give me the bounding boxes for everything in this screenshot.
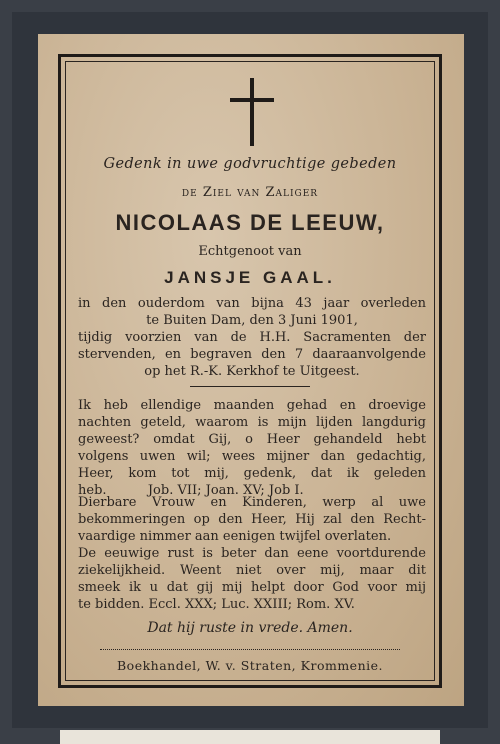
cross-icon xyxy=(230,78,274,146)
death-notice xyxy=(78,295,426,380)
quote-line: geweest? omdat Gij, o Heer gehandeld hebt xyxy=(78,432,426,447)
quote-line: volgens uwen wil; wees mijner dan gedachtig, xyxy=(78,449,426,464)
exhort-line: bekommeringen op den Heer, Hij zal den Recht- xyxy=(78,512,426,527)
family-exhortation xyxy=(78,494,426,545)
deceased-name: NICOLAAS DE LEEUW, xyxy=(115,210,385,235)
quote-line: Ik heb ellendige maanden gehad en droevige xyxy=(78,398,426,413)
death-line: tijdig voorzien van de H.H. Sacramenten der xyxy=(78,330,426,345)
printer-credit: Boekhandel, W. v. Straten, Krommenie. xyxy=(116,658,383,673)
soul-line: de Ziel van Zaliger xyxy=(181,185,319,200)
rest-line: te bidden. Eccl. XXX; Luc. XXIII; Rom. XV. xyxy=(78,597,355,612)
rest-line: smeek ik u dat gij mij helpt door God voor mij xyxy=(78,580,426,595)
closing-prayer: Dat hij ruste in vrede. Amen. xyxy=(147,620,353,636)
page-edge xyxy=(60,730,440,744)
dotted-divider xyxy=(100,649,400,650)
divider xyxy=(190,386,310,387)
death-line: in den ouderdom van bijna 43 jaar overleden xyxy=(78,296,426,311)
rest-line: ziekelijkheid. Weent niet over mij, maar dit xyxy=(78,563,426,578)
exhort-line: vaardige nimmer aan eenigen twijfel overlaten. xyxy=(78,529,392,544)
spouse-name: JANSJE GAAL. xyxy=(164,268,336,287)
scripture-quote xyxy=(78,397,426,499)
quote-line: nachten geteld, waarom is mijn lijden langdurig xyxy=(78,415,426,430)
rest-line: De eeuwige rust is beter dan eene voortdurende xyxy=(78,546,426,561)
death-line: te Buiten Dam, den 3 Juni 1901, xyxy=(146,313,358,328)
eternal-rest-text xyxy=(78,545,426,613)
prayer-heading: Gedenk in uwe godvruchtige gebeden xyxy=(103,156,397,172)
quote-line: heb. Job. VII; Joan. XV; Job I. xyxy=(78,483,304,498)
death-line: op het R.-K. Kerkhof te Uitgeest. xyxy=(144,364,360,379)
quote-line: Heer, kom tot mij, gedenk, dat ik geleden xyxy=(78,466,426,481)
spouse-prefix: Echtgenoot van xyxy=(198,244,302,259)
exhort-line: Dierbare Vrouw en Kinderen, werp al uwe xyxy=(78,495,426,510)
death-line: stervenden, en begraven den 7 daaraanvolgende xyxy=(78,347,426,362)
